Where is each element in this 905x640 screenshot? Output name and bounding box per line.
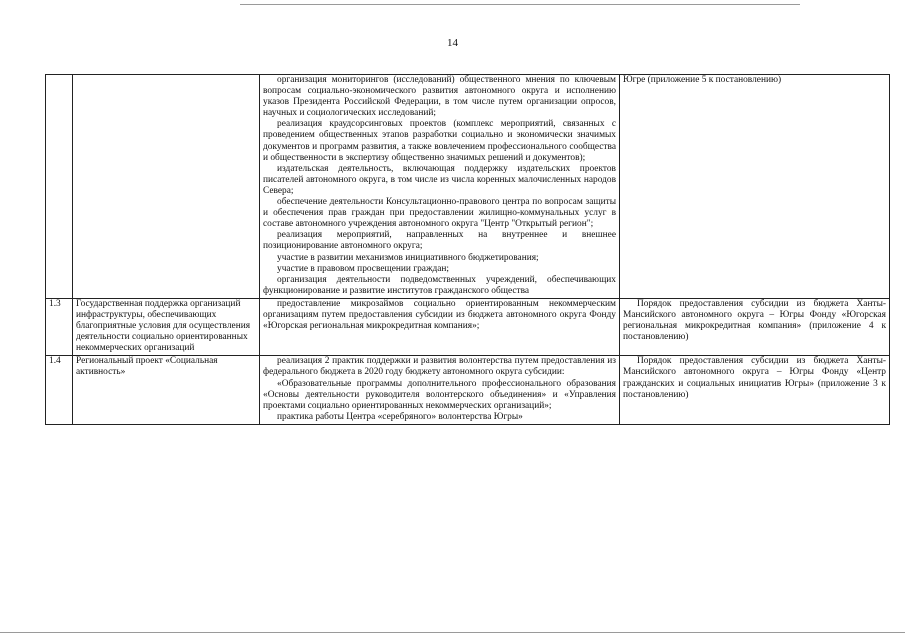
legal-basis-cell: Порядок предоставления субсидии из бюджета Ханты-Мансийского автономного округа – Югры Фонду «Югорская региональная микрокредитная компания» (приложение 4 к постановлению) — [620, 298, 890, 355]
legal-basis-cell: Порядок предоставления субсидии из бюджета Ханты-Мансийского автономного округа – Югры Фонду «Центр гражданских и социальных инициатив Югры» (приложение 3 к постановлению) — [620, 356, 890, 425]
row-number-cell: 1.3 — [46, 298, 73, 355]
table-row — [46, 75, 890, 299]
row-number-cell — [46, 75, 73, 299]
list-item: практика работы Центра «серебряного» волонтерства Югры» — [277, 411, 523, 422]
list-item: реализация 2 практик поддержки и развития волонтерства путем предоставления из федерального бюджета в 2020 году бюджету автономного округа субсидии: — [263, 356, 616, 378]
measure-content-cell — [260, 356, 620, 425]
scan-artifact-bottom — [0, 632, 905, 633]
list-item: издательская деятельность, включающая поддержку издательских проектов писателей автономного округа, в том числе из числа коренных малочисленных народов Севера; — [263, 163, 616, 196]
measure-name-cell: Государственная поддержка организаций инфраструктуры, обеспечивающих благоприятные условия для осуществления деятельности социально ориентированных некоммерческих организаций — [73, 298, 260, 355]
list-item: реализация краудсорсинговых проектов (комплекс мероприятий, связанных с проведением общественных этапов разработки социально и экономически значимых документов и программ развития, а также вовлечением профессионального сообщества и общественности в экспертизу общественно значимых решений и документов); — [263, 119, 616, 163]
row-number-cell: 1.4 — [46, 356, 73, 425]
list-item: обеспечение деятельности Консультационно-правового центра по вопросам защиты и обеспечения прав граждан при предоставлении жилищно-коммунальных услуг в составе автономного учреждения автономного округа "Центр "Открытый регион"; — [263, 197, 616, 230]
list-item: «Образовательные программы дополнительного профессионального образования «Основы деятельности руководителя волонтерского объединения» и «Управления проектами социально ориентированных некоммерческих организаций»; — [263, 378, 616, 411]
legal-basis-cell: Югре (приложение 5 к постановлению) — [620, 75, 890, 299]
measure-name-cell — [73, 75, 260, 299]
page-number: 14 — [447, 37, 458, 49]
list-item: участие в развитии механизмов инициативного бюджетирования; — [277, 252, 539, 263]
list-item: организация деятельности подведомственных учреждений, обеспечивающих функционирование и развитие институтов гражданского общества — [263, 274, 616, 296]
measures-table — [45, 74, 890, 425]
measure-name-cell: Региональный проект «Социальная активность» — [73, 356, 260, 425]
list-item: предоставление микрозаймов социально ориентированным некоммерческим организациям путем предоставления субсидии из бюджета автономного округа Фонду «Югорская региональная микрокредитная компания»; — [263, 298, 616, 332]
list-item: организация мониторингов (исследований) общественного мнения по ключевым вопросам социально-экономического развития автономного округа и исполнению указов Президента Российской Федерации, в том числе путем организации опросов, научных и социологических исследований; — [263, 75, 616, 119]
scan-artifact-top — [240, 4, 800, 5]
measure-content-cell — [260, 75, 620, 299]
measure-content-cell — [260, 298, 620, 355]
table-row — [46, 298, 890, 355]
table-row — [46, 356, 890, 425]
list-item: реализация мероприятий, направленных на внутреннее и внешнее позиционирование автономного округа; — [263, 230, 616, 252]
list-item: участие в правовом просвещении граждан; — [277, 263, 449, 274]
